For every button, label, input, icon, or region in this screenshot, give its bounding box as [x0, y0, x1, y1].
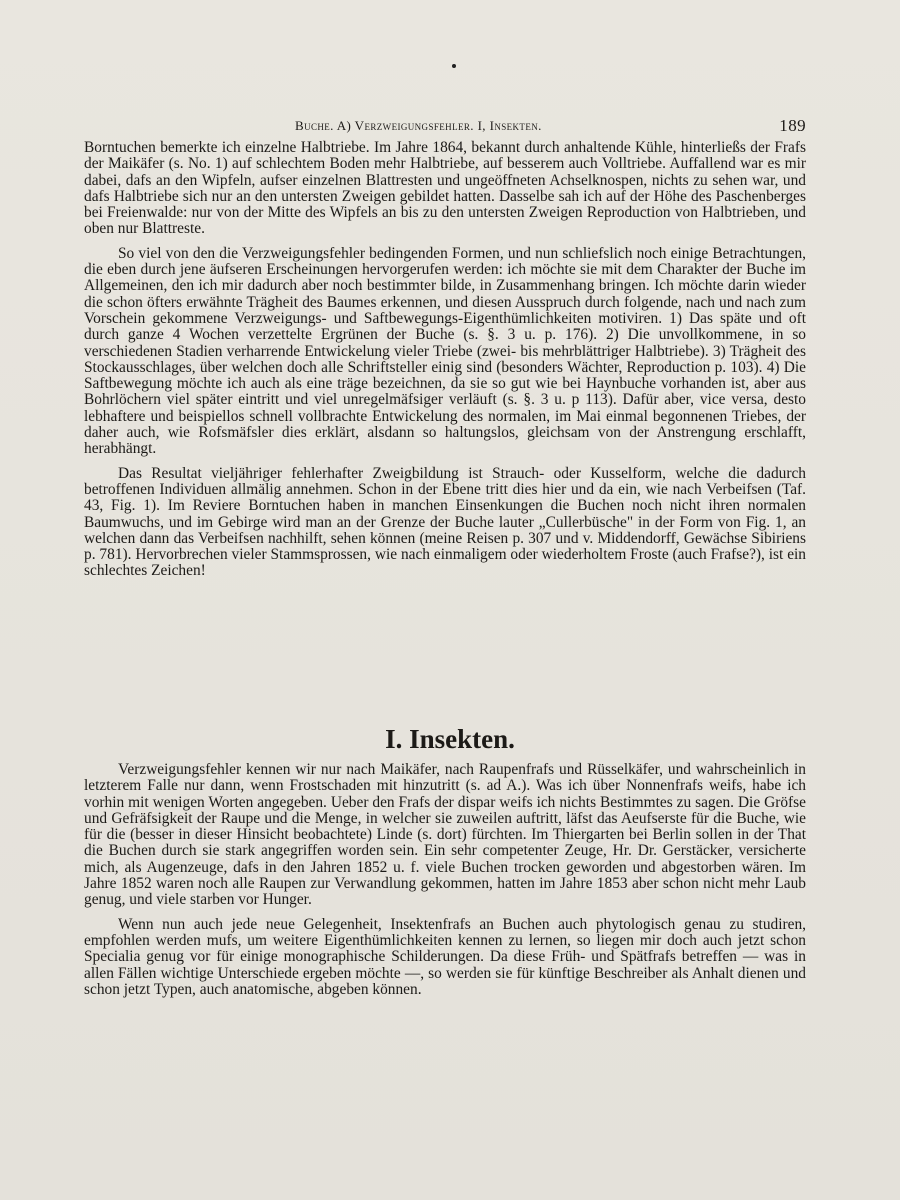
section-heading: I. Insekten.: [385, 724, 515, 754]
paragraph-2: So viel von den die Verzweigungsfehler bedingenden Formen, und nun schliefslich noch einige Betrachtungen, die eben durch jene äufseren Erscheinungen hervorgerufen werden: ich möchte sie mit dem Charakter der Buche im Allgemeinen, den ich mir dadurch aber noch bestimmter bilde, in Zusammenhang bringen. Ich möchte darin wieder die schon öfters erwähnte Trägheit des Baumes erkennen, und diesen Ausspruch durch folgende, nach und nach zum Vorschein gekommene Verzweigungs- und Saftbewegungs-Eigenthümlichkeiten motiviren. 1) Das späte und oft durch ganze 4 Wochen verzettelte Ergrünen der Buche (s. §. 3 u. p. 176). 2) Die unvollkommene, in so verschiedenen Stadien verharrende Entwickelung vieler Triebe (zwei- bis mehrblättriger Halbtriebe). 3) Trägheit des Stockausschlages, über welchen doch alle Schriftsteller einig sind (besonders Wächter, Reproduction p. 103). 4) Die Saftbewegung möchte ich auch als eine träge bezeichnen, da sie so gut wie bei Haynbuche vorhanden ist, aber aus Bohrlöchern viel später eintritt und viel unregelmäfsiger verläuft (s. §. 3 u. p 113). Dafür aber, vice versa, desto lebhaftere und beispiellos schnell vollbrachte Entwickelung des normalen, im Mai einmal begonnenen Triebes, der daher auch, wie Rofsmäfsler dies erklärt, alsdann so haltungslos, gleichsam von der Anstrengung erschlafft, herabhängt.: [84, 244, 806, 458]
paragraph-1: Borntuchen bemerkte ich einzelne Halbtriebe. Im Jahre 1864, bekannt durch anhaltende Kühle, hinterließs der Frafs der Maikäfer (s. No. 1) auf schlechtem Boden mehr Halbtriebe, auf besserem auch Volltriebe. Auffallend war es mir dabei, dafs an den Wipfeln, aufser einzelnen Blattresten und ungeöffneten Achselknospen, nichts zu sehen war, und dafs Halbtriebe sich nur an den untersten Zweigen gebildet hatten. Dasselbe sah ich auf der Höhe des Paschenberges bei Freienwalde: nur von der Mitte des Wipfels an bis zu den untersten Zweigen Reproduction von Halbtrieben, und oben nur Blattreste.: [84, 139, 806, 238]
running-head: [90, 116, 806, 136]
running-head-title: Buche. A) Verzweigungsfehler. I, Insekten.: [295, 118, 542, 133]
printer-mark-dot: [452, 64, 456, 68]
section-body-top: [84, 140, 806, 580]
page-number: 189: [779, 116, 806, 135]
paragraph-5: Wenn nun auch jede neue Gelegenheit, Insektenfrafs an Buchen auch phytologisch genau zu studiren, empfohlen werden mufs, um weitere Eigenthümlichkeiten kennen zu lernen, so liegen mir doch auch jetzt schon Specialia genug vor für einige monographische Schilderungen. Da diese Früh- und Spätfrafs betreffen — was in allen Fällen wichtige Unterschiede ergeben möchte —, so werden sie für künftige Beschreiber als Anhalt dienen und schon jetzt Typen, auch anatomische, abgeben können.: [84, 915, 806, 998]
section-body-insects: [84, 762, 806, 998]
paragraph-3: Das Resultat vieljähriger fehlerhafter Zweigbildung ist Strauch- oder Kusselform, welche die dadurch betroffenen Individuen allmälig annehmen. Schon in der Ebene tritt dies hier und da ein, wie nach Verbeifsen (Taf. 43, Fig. 1). Im Reviere Borntuchen haben in manchen Einsenkungen die Buchen noch nicht ihren normalen Baumwuchs, und im Gebirge wird man an der Grenze der Buche lauter „Cullerbüsche" in der Form von Fig. 1, an welchen dann das Verbeifsen nachhilft, sehen können (meine Reisen p. 307 und v. Middendorff, Gewächse Sibiriens p. 781). Hervorbrechen vieler Stammsprossen, wie nach einmaligem oder wiederholtem Froste (auch Frafse?), ist ein schlechtes Zeichen!: [84, 464, 806, 580]
paragraph-4: Verzweigungsfehler kennen wir nur nach Maikäfer, nach Raupenfrafs und Rüsselkäfer, und wahrscheinlich in letzterem Falle nur dann, wenn Frostschaden mit hinzutritt (s. ad A.). Was ich über Nonnenfrafs weifs, habe ich vorhin mit wenigen Worten angegeben. Ueber den Frafs der dispar weifs ich nichts Bestimmtes zu sagen. Die Gröfse und Gefräfsigkeit der Raupe und die Menge, in welcher sie zuweilen auftritt, läfst das Aeufserste für die Buche, wie für die (besser in dieser Hinsicht beobachtete) Linde (s. dort) fürchten. Im Thiergarten bei Berlin sollen in der That die Buchen durch sie stark angegriffen worden sein. Ein sehr competenter Zeuge, Hr. Dr. Gerstäcker, versicherte mich, als Augenzeuge, dafs in den Jahren 1852 u. f. viele Buchen trocken geworden und abgestorben wären. Im Jahre 1852 waren noch alle Raupen zur Verwandlung gekommen, hatten im Jahre 1853 aber schon nicht mehr Laub genug, und viele starben vor Hunger.: [84, 761, 806, 909]
